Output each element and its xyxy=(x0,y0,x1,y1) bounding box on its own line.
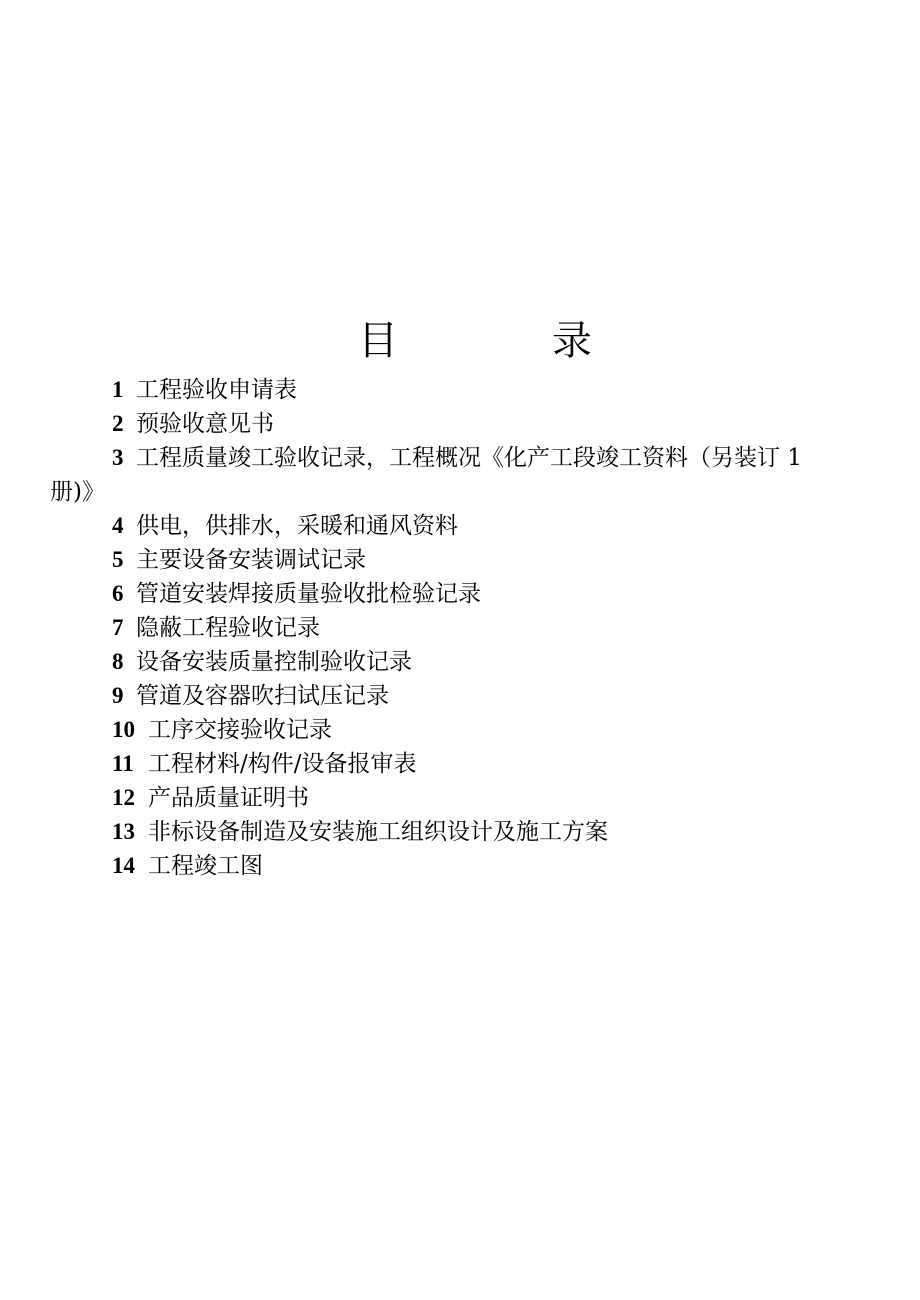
toc-item xyxy=(0,373,920,407)
toc-item-text: 预验收意见书 xyxy=(136,411,274,437)
toc-item-number: 5 xyxy=(112,547,124,572)
toc-item-number: 9 xyxy=(112,683,124,708)
toc-item xyxy=(0,849,920,883)
toc-item-text: 工程材料/构件/设备报审表 xyxy=(148,751,417,777)
toc-item xyxy=(0,611,920,645)
toc-item xyxy=(0,543,920,577)
toc-item-text: 工程质量竣工验收记录，工程概况《化产工段竣工资料（另装订 1 xyxy=(136,445,802,471)
toc-item xyxy=(0,679,920,713)
toc-item-text: 管道及容器吹扫试压记录 xyxy=(136,683,389,709)
toc-item-number: 2 xyxy=(112,411,124,436)
table-of-contents xyxy=(0,373,920,883)
toc-item-text: 产品质量证明书 xyxy=(148,785,309,811)
toc-item xyxy=(0,781,920,815)
toc-item xyxy=(0,815,920,849)
title-char-2: 录 xyxy=(552,318,592,364)
toc-item-number: 12 xyxy=(112,785,135,810)
toc-item-text: 工程验收申请表 xyxy=(136,377,297,403)
toc-item-number: 13 xyxy=(112,819,135,844)
title-char-1: 目 xyxy=(358,318,398,364)
toc-item-number: 7 xyxy=(112,615,124,640)
toc-item-number: 4 xyxy=(112,513,124,538)
toc-item-number: 11 xyxy=(112,751,134,776)
toc-item-text: 工序交接验收记录 xyxy=(148,717,332,743)
toc-item-text: 非标设备制造及安装施工组织设计及施工方案 xyxy=(148,819,608,845)
toc-item-number: 3 xyxy=(112,445,124,470)
toc-item-text: 主要设备安装调试记录 xyxy=(136,547,366,573)
toc-item-text: 隐蔽工程验收记录 xyxy=(136,615,320,641)
toc-item-number: 6 xyxy=(112,581,124,606)
toc-item-text: 管道安装焊接质量验收批检验记录 xyxy=(136,581,481,607)
toc-item-text: 工程竣工图 xyxy=(148,853,263,879)
page-title xyxy=(0,313,920,369)
toc-item xyxy=(0,747,920,781)
toc-item-number: 14 xyxy=(112,853,135,878)
toc-item-number: 10 xyxy=(112,717,135,742)
toc-item xyxy=(0,509,920,543)
toc-item xyxy=(0,441,920,509)
toc-item xyxy=(0,407,920,441)
toc-item xyxy=(0,645,920,679)
toc-item xyxy=(0,577,920,611)
toc-item-number: 8 xyxy=(112,649,124,674)
toc-item-text: 供电，供排水，采暖和通风资料 xyxy=(136,513,458,539)
toc-item-text: 设备安装质量控制验收记录 xyxy=(136,649,412,675)
toc-item-text-continuation: 册)》 xyxy=(50,479,105,505)
toc-item xyxy=(0,713,920,747)
toc-item-number: 1 xyxy=(112,377,124,402)
